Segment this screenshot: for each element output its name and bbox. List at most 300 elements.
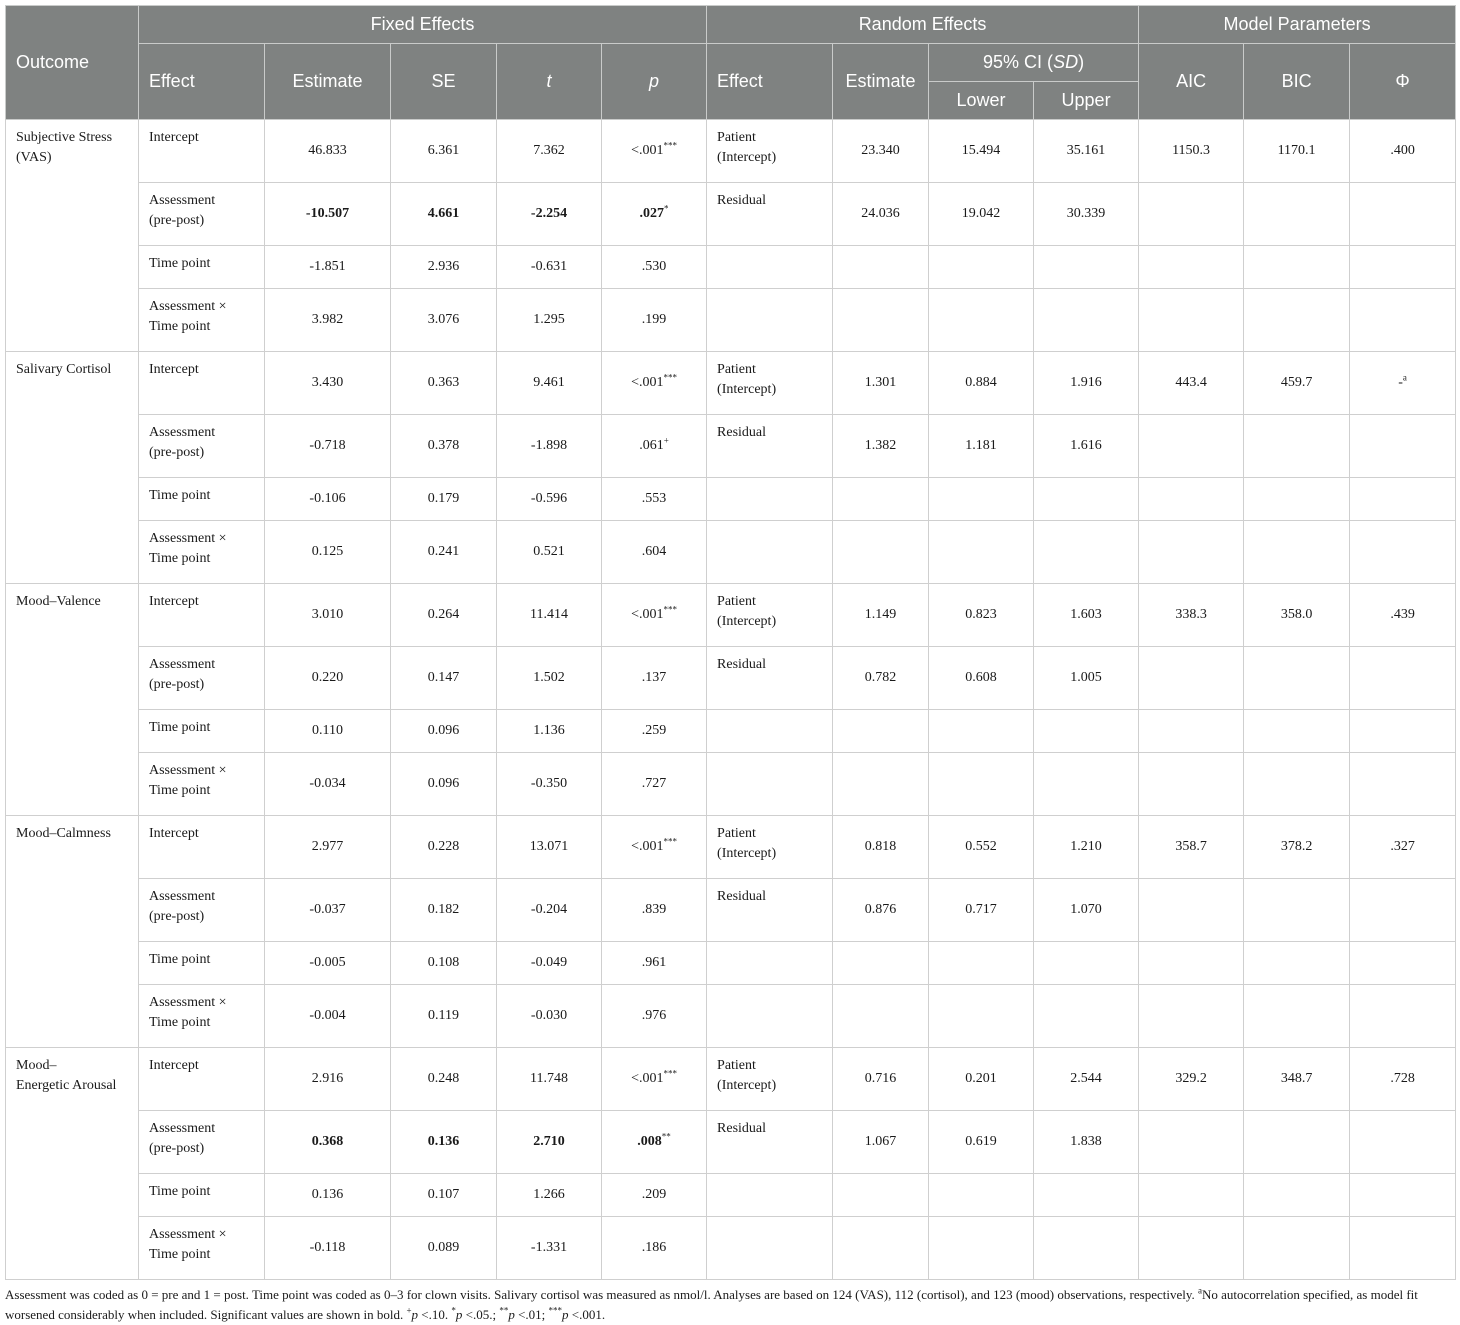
fixed-t: -1.331 bbox=[497, 1217, 602, 1280]
empty-cell bbox=[1350, 1111, 1456, 1174]
table-row bbox=[6, 584, 1456, 647]
empty-cell bbox=[1244, 478, 1350, 521]
fixed-p bbox=[602, 584, 707, 647]
header-upper: Upper bbox=[1034, 82, 1139, 120]
fixed-p-value: .604 bbox=[641, 544, 667, 559]
ci-lower: 0.552 bbox=[929, 816, 1034, 879]
fixed-p-value: .961 bbox=[641, 955, 667, 970]
fixed-se: 0.136 bbox=[391, 1111, 497, 1174]
significance-marker: *** bbox=[663, 1068, 677, 1079]
fixed-t: -0.350 bbox=[497, 753, 602, 816]
empty-cell bbox=[833, 246, 929, 289]
fixed-t: -0.204 bbox=[497, 879, 602, 942]
fixed-p-value: <.001 bbox=[631, 143, 664, 158]
fixed-effect-label bbox=[139, 584, 265, 647]
table-row bbox=[6, 183, 1456, 246]
empty-cell bbox=[1244, 879, 1350, 942]
header-lower: Lower bbox=[929, 82, 1034, 120]
fixed-effect-label bbox=[139, 415, 265, 478]
ci-lower: 19.042 bbox=[929, 183, 1034, 246]
note-p3: p bbox=[508, 1307, 515, 1322]
empty-cell bbox=[707, 710, 833, 753]
fixed-se: 0.108 bbox=[391, 942, 497, 985]
random-estimate: 1.149 bbox=[833, 584, 929, 647]
ci-upper: 1.616 bbox=[1034, 415, 1139, 478]
random-effect-label-text: Residual bbox=[717, 889, 767, 904]
fixed-se: 3.076 bbox=[391, 289, 497, 352]
fixed-effect-label-text: Assessment bbox=[149, 657, 216, 672]
header-bic: BIC bbox=[1244, 44, 1350, 120]
fixed-estimate: -0.037 bbox=[265, 879, 391, 942]
ci-lower: 0.823 bbox=[929, 584, 1034, 647]
empty-cell bbox=[929, 985, 1034, 1048]
random-estimate: 0.876 bbox=[833, 879, 929, 942]
random-effect-label bbox=[707, 352, 833, 415]
fixed-effect-label bbox=[139, 1217, 265, 1280]
table-row bbox=[6, 753, 1456, 816]
table-row bbox=[6, 1048, 1456, 1111]
fixed-p bbox=[602, 1048, 707, 1111]
empty-cell bbox=[1034, 710, 1139, 753]
ci-upper: 35.161 bbox=[1034, 120, 1139, 183]
fixed-effect-label bbox=[139, 985, 265, 1048]
fixed-se: 4.661 bbox=[391, 183, 497, 246]
outcome-name-line1: Subjective Stress bbox=[16, 130, 113, 145]
table-row bbox=[6, 289, 1456, 352]
fixed-effect-label-text: Assessment × bbox=[149, 763, 227, 778]
fixed-se: 0.119 bbox=[391, 985, 497, 1048]
fixed-t: -0.596 bbox=[497, 478, 602, 521]
empty-cell bbox=[1034, 1217, 1139, 1280]
random-effect-label bbox=[707, 1048, 833, 1111]
empty-cell bbox=[1139, 478, 1244, 521]
note-star2: ** bbox=[499, 1305, 509, 1316]
outcome-name-line1: Salivary Cortisol bbox=[16, 362, 112, 377]
fixed-p-value: .839 bbox=[641, 902, 667, 917]
random-effect-label bbox=[707, 584, 833, 647]
empty-cell bbox=[929, 710, 1034, 753]
empty-cell bbox=[833, 1174, 929, 1217]
fixed-se: 0.179 bbox=[391, 478, 497, 521]
random-effect-label-text: Residual bbox=[717, 1121, 767, 1136]
fixed-t: -0.030 bbox=[497, 985, 602, 1048]
empty-cell bbox=[707, 985, 833, 1048]
empty-cell bbox=[1350, 879, 1456, 942]
fixed-t: 2.710 bbox=[497, 1111, 602, 1174]
fixed-effect-label-text: (pre-post) bbox=[149, 445, 205, 460]
empty-cell bbox=[1244, 942, 1350, 985]
fixed-estimate: -0.106 bbox=[265, 478, 391, 521]
empty-cell bbox=[1244, 183, 1350, 246]
fixed-t: 1.266 bbox=[497, 1174, 602, 1217]
random-effect-label bbox=[707, 120, 833, 183]
empty-cell bbox=[1139, 1174, 1244, 1217]
empty-cell bbox=[707, 1174, 833, 1217]
empty-cell bbox=[1350, 183, 1456, 246]
random-effect-label-text: Patient bbox=[717, 826, 756, 841]
fixed-estimate: 46.833 bbox=[265, 120, 391, 183]
random-effect-label-text: Residual bbox=[717, 425, 767, 440]
fixed-p-value: .137 bbox=[641, 670, 667, 685]
fixed-p-value: .008 bbox=[637, 1134, 662, 1149]
outcome-name bbox=[6, 120, 139, 352]
fixed-effect-label-text: Time point bbox=[149, 1247, 211, 1262]
random-estimate: 24.036 bbox=[833, 183, 929, 246]
empty-cell bbox=[1139, 246, 1244, 289]
empty-cell bbox=[1350, 478, 1456, 521]
table-row bbox=[6, 1111, 1456, 1174]
fixed-p bbox=[602, 1111, 707, 1174]
fixed-effect-label-text: Intercept bbox=[149, 826, 199, 841]
fixed-p bbox=[602, 1174, 707, 1217]
fixed-effect-label bbox=[139, 1111, 265, 1174]
fixed-effect-label bbox=[139, 879, 265, 942]
fixed-effect-label-text: (pre-post) bbox=[149, 213, 205, 228]
note-t2: <.05.; bbox=[462, 1307, 500, 1322]
fixed-se: 0.241 bbox=[391, 521, 497, 584]
note-p1: p bbox=[411, 1307, 419, 1322]
fixed-estimate: 3.010 bbox=[265, 584, 391, 647]
random-effect-label-text: Residual bbox=[717, 657, 767, 672]
fixed-se: 0.378 bbox=[391, 415, 497, 478]
empty-cell bbox=[1139, 753, 1244, 816]
fixed-effect-label-text: Assessment × bbox=[149, 1227, 227, 1242]
empty-cell bbox=[1034, 753, 1139, 816]
empty-cell bbox=[1139, 289, 1244, 352]
empty-cell bbox=[707, 521, 833, 584]
header-fe-se: SE bbox=[391, 44, 497, 120]
empty-cell bbox=[1139, 879, 1244, 942]
empty-cell bbox=[1244, 1174, 1350, 1217]
significance-marker: *** bbox=[663, 836, 677, 847]
phi-value bbox=[1350, 1048, 1456, 1111]
empty-cell bbox=[833, 710, 929, 753]
fixed-effect-label-text: Time point bbox=[149, 319, 211, 334]
fixed-se: 0.147 bbox=[391, 647, 497, 710]
fixed-t: 1.136 bbox=[497, 710, 602, 753]
header-fixed-effects: Fixed Effects bbox=[139, 6, 707, 44]
random-effect-label bbox=[707, 879, 833, 942]
fixed-effect-label-text: Time point bbox=[149, 256, 211, 271]
results-table bbox=[5, 5, 1456, 1280]
fixed-effect-label bbox=[139, 246, 265, 289]
ci-upper: 2.544 bbox=[1034, 1048, 1139, 1111]
fixed-p-value: .061 bbox=[639, 438, 664, 453]
fixed-effect-label-text: Assessment bbox=[149, 889, 216, 904]
random-estimate: 0.782 bbox=[833, 647, 929, 710]
fixed-p-value: .027 bbox=[639, 206, 665, 221]
empty-cell bbox=[929, 942, 1034, 985]
random-estimate: 1.382 bbox=[833, 415, 929, 478]
fixed-p bbox=[602, 1217, 707, 1280]
fixed-effect-label bbox=[139, 816, 265, 879]
ci-upper: 1.838 bbox=[1034, 1111, 1139, 1174]
empty-cell bbox=[1350, 710, 1456, 753]
empty-cell bbox=[1244, 289, 1350, 352]
fixed-effect-label-text: Assessment × bbox=[149, 531, 227, 546]
table-row bbox=[6, 1174, 1456, 1217]
empty-cell bbox=[833, 942, 929, 985]
fixed-se: 0.182 bbox=[391, 879, 497, 942]
fixed-t: 11.748 bbox=[497, 1048, 602, 1111]
fixed-effect-label bbox=[139, 521, 265, 584]
outcome-name-line2: (VAS) bbox=[16, 150, 52, 165]
significance-marker: *** bbox=[663, 372, 677, 383]
empty-cell bbox=[1244, 1217, 1350, 1280]
bic-value: 459.7 bbox=[1244, 352, 1350, 415]
fixed-effect-label-text: Intercept bbox=[149, 1058, 199, 1073]
fixed-effect-label-text: Time point bbox=[149, 1184, 211, 1199]
phi-value-text: .327 bbox=[1390, 839, 1415, 854]
fixed-p-value: .530 bbox=[641, 259, 667, 274]
empty-cell bbox=[1350, 415, 1456, 478]
fixed-estimate: -0.718 bbox=[265, 415, 391, 478]
fixed-p bbox=[602, 478, 707, 521]
header-random-effects: Random Effects bbox=[707, 6, 1139, 44]
random-estimate: 0.716 bbox=[833, 1048, 929, 1111]
random-effect-label bbox=[707, 1111, 833, 1174]
bic-value: 378.2 bbox=[1244, 816, 1350, 879]
table-container bbox=[5, 5, 1455, 1325]
table-row bbox=[6, 879, 1456, 942]
header-phi: Φ bbox=[1350, 44, 1456, 120]
fixed-t: 7.362 bbox=[497, 120, 602, 183]
bic-value: 348.7 bbox=[1244, 1048, 1350, 1111]
phi-value bbox=[1350, 352, 1456, 415]
fixed-p bbox=[602, 289, 707, 352]
empty-cell bbox=[707, 478, 833, 521]
empty-cell bbox=[1034, 521, 1139, 584]
ci-upper: 1.210 bbox=[1034, 816, 1139, 879]
fixed-p-value: .976 bbox=[641, 1008, 667, 1023]
empty-cell bbox=[1139, 415, 1244, 478]
fixed-p bbox=[602, 246, 707, 289]
empty-cell bbox=[929, 1174, 1034, 1217]
table-row bbox=[6, 415, 1456, 478]
table-row bbox=[6, 985, 1456, 1048]
fixed-t: -0.049 bbox=[497, 942, 602, 985]
empty-cell bbox=[1034, 478, 1139, 521]
fixed-effect-label-text: Time point bbox=[149, 720, 211, 735]
fixed-estimate: -1.851 bbox=[265, 246, 391, 289]
empty-cell bbox=[833, 521, 929, 584]
fixed-se: 0.096 bbox=[391, 753, 497, 816]
empty-cell bbox=[1034, 246, 1139, 289]
ci-upper: 1.005 bbox=[1034, 647, 1139, 710]
aic-value: 338.3 bbox=[1139, 584, 1244, 647]
empty-cell bbox=[1139, 521, 1244, 584]
fixed-t: 1.502 bbox=[497, 647, 602, 710]
fixed-p-value: .259 bbox=[641, 723, 667, 738]
fixed-effect-label-text: Assessment bbox=[149, 425, 216, 440]
empty-cell bbox=[1034, 1174, 1139, 1217]
random-effect-label bbox=[707, 183, 833, 246]
empty-cell bbox=[929, 521, 1034, 584]
empty-cell bbox=[833, 289, 929, 352]
fixed-p bbox=[602, 942, 707, 985]
fixed-se: 0.089 bbox=[391, 1217, 497, 1280]
table-row bbox=[6, 521, 1456, 584]
fixed-effect-label-text: Time point bbox=[149, 488, 211, 503]
fixed-se: 0.096 bbox=[391, 710, 497, 753]
header-ci-label: 95% CI ( bbox=[983, 52, 1054, 72]
fixed-effect-label bbox=[139, 478, 265, 521]
fixed-t: -1.898 bbox=[497, 415, 602, 478]
fixed-effect-label-text: Intercept bbox=[149, 130, 199, 145]
fixed-estimate: -0.004 bbox=[265, 985, 391, 1048]
random-effect-label-text: (Intercept) bbox=[717, 614, 777, 629]
header-fe-t: t bbox=[497, 44, 602, 120]
fixed-estimate: -10.507 bbox=[265, 183, 391, 246]
fixed-p-value: .553 bbox=[641, 491, 667, 506]
fixed-effect-label bbox=[139, 289, 265, 352]
random-effect-label-text: (Intercept) bbox=[717, 150, 777, 165]
random-effect-label bbox=[707, 816, 833, 879]
empty-cell bbox=[929, 1217, 1034, 1280]
ci-upper: 1.603 bbox=[1034, 584, 1139, 647]
outcome-name bbox=[6, 352, 139, 584]
empty-cell bbox=[1350, 1174, 1456, 1217]
outcome-name-line1: Mood– bbox=[16, 1058, 57, 1073]
empty-cell bbox=[1244, 985, 1350, 1048]
fixed-effect-label bbox=[139, 942, 265, 985]
header-re-estimate: Estimate bbox=[833, 44, 929, 120]
ci-upper: 30.339 bbox=[1034, 183, 1139, 246]
ci-lower: 0.884 bbox=[929, 352, 1034, 415]
empty-cell bbox=[1244, 710, 1350, 753]
empty-cell bbox=[707, 942, 833, 985]
note-p4: p bbox=[562, 1307, 569, 1322]
fixed-se: 0.228 bbox=[391, 816, 497, 879]
table-row bbox=[6, 120, 1456, 183]
empty-cell bbox=[1139, 1217, 1244, 1280]
empty-cell bbox=[833, 478, 929, 521]
header-model-parameters: Model Parameters bbox=[1139, 6, 1456, 44]
phi-value bbox=[1350, 584, 1456, 647]
empty-cell bbox=[1244, 753, 1350, 816]
note-star1: * bbox=[451, 1305, 456, 1316]
empty-cell bbox=[1244, 246, 1350, 289]
fixed-se: 0.248 bbox=[391, 1048, 497, 1111]
random-effect-label-text: (Intercept) bbox=[717, 382, 777, 397]
significance-marker: + bbox=[663, 435, 669, 446]
empty-cell bbox=[1244, 415, 1350, 478]
fixed-estimate: 3.430 bbox=[265, 352, 391, 415]
note-t4: <.001. bbox=[568, 1307, 606, 1322]
empty-cell bbox=[833, 1217, 929, 1280]
empty-cell bbox=[1034, 985, 1139, 1048]
outcome-name bbox=[6, 584, 139, 816]
fixed-p-value: <.001 bbox=[631, 839, 664, 854]
empty-cell bbox=[1244, 1111, 1350, 1174]
empty-cell bbox=[1034, 289, 1139, 352]
fixed-t: 11.414 bbox=[497, 584, 602, 647]
empty-cell bbox=[1139, 942, 1244, 985]
empty-cell bbox=[707, 246, 833, 289]
table-row bbox=[6, 246, 1456, 289]
table-footnote bbox=[5, 1285, 1455, 1325]
phi-value-text: - bbox=[1398, 375, 1403, 390]
random-effect-label-text: (Intercept) bbox=[717, 846, 777, 861]
ci-lower: 0.717 bbox=[929, 879, 1034, 942]
fixed-estimate: 0.136 bbox=[265, 1174, 391, 1217]
fixed-effect-label bbox=[139, 1174, 265, 1217]
note-line1: Assessment was coded as 0 = pre and 1 = post. Time point was coded as 0–3 for clown visits. Salivary cortisol was measured as nmol/l. Analyses are based on 124 (VAS), 112 (cortisol), and 123 (mood) observations, respectively. bbox=[5, 1287, 1199, 1302]
note-t3: <.01; bbox=[514, 1307, 549, 1322]
empty-cell bbox=[1350, 647, 1456, 710]
table-row bbox=[6, 710, 1456, 753]
fixed-t: 1.295 bbox=[497, 289, 602, 352]
random-effect-label-text: Patient bbox=[717, 594, 756, 609]
random-effect-label bbox=[707, 415, 833, 478]
outcome-name-line1: Mood–Valence bbox=[16, 594, 101, 609]
table-row bbox=[6, 352, 1456, 415]
bic-value: 358.0 bbox=[1244, 584, 1350, 647]
ci-lower: 0.608 bbox=[929, 647, 1034, 710]
fixed-p bbox=[602, 647, 707, 710]
header-fe-estimate: Estimate bbox=[265, 44, 391, 120]
random-estimate: 0.818 bbox=[833, 816, 929, 879]
empty-cell bbox=[1034, 942, 1139, 985]
empty-cell bbox=[1139, 647, 1244, 710]
fixed-se: 0.107 bbox=[391, 1174, 497, 1217]
empty-cell bbox=[1350, 1217, 1456, 1280]
header-ci bbox=[929, 44, 1139, 82]
fixed-estimate: 2.916 bbox=[265, 1048, 391, 1111]
fixed-p bbox=[602, 879, 707, 942]
header-ci-sd: SD bbox=[1053, 52, 1079, 72]
fixed-se: 0.363 bbox=[391, 352, 497, 415]
fixed-effect-label bbox=[139, 120, 265, 183]
fixed-estimate: 3.982 bbox=[265, 289, 391, 352]
fixed-p-value: .209 bbox=[641, 1187, 667, 1202]
fixed-p-value: .199 bbox=[641, 312, 667, 327]
aic-value: 1150.3 bbox=[1139, 120, 1244, 183]
fixed-estimate: 0.220 bbox=[265, 647, 391, 710]
fixed-effect-label-text: Assessment bbox=[149, 1121, 216, 1136]
fixed-estimate: 2.977 bbox=[265, 816, 391, 879]
fixed-p bbox=[602, 816, 707, 879]
empty-cell bbox=[1244, 521, 1350, 584]
aic-value: 443.4 bbox=[1139, 352, 1244, 415]
fixed-se: 2.936 bbox=[391, 246, 497, 289]
fixed-estimate: 0.368 bbox=[265, 1111, 391, 1174]
significance-marker: * bbox=[664, 203, 669, 214]
fixed-p bbox=[602, 120, 707, 183]
random-effect-label-text: Patient bbox=[717, 130, 756, 145]
phi-value-text: .728 bbox=[1390, 1071, 1415, 1086]
table-header bbox=[6, 6, 1456, 120]
fixed-p bbox=[602, 710, 707, 753]
fixed-effect-label-text: (pre-post) bbox=[149, 909, 205, 924]
empty-cell bbox=[1350, 753, 1456, 816]
empty-cell bbox=[707, 289, 833, 352]
random-estimate: 23.340 bbox=[833, 120, 929, 183]
empty-cell bbox=[1139, 985, 1244, 1048]
ci-lower: 0.619 bbox=[929, 1111, 1034, 1174]
fixed-effect-label bbox=[139, 352, 265, 415]
ci-lower: 15.494 bbox=[929, 120, 1034, 183]
fixed-p-value: <.001 bbox=[631, 1071, 664, 1086]
empty-cell bbox=[929, 478, 1034, 521]
fixed-p-value: <.001 bbox=[631, 607, 664, 622]
ci-upper: 1.070 bbox=[1034, 879, 1139, 942]
empty-cell bbox=[1139, 183, 1244, 246]
fixed-p-value: .727 bbox=[641, 776, 667, 791]
empty-cell bbox=[1244, 647, 1350, 710]
fixed-effect-label bbox=[139, 1048, 265, 1111]
fixed-t: -2.254 bbox=[497, 183, 602, 246]
